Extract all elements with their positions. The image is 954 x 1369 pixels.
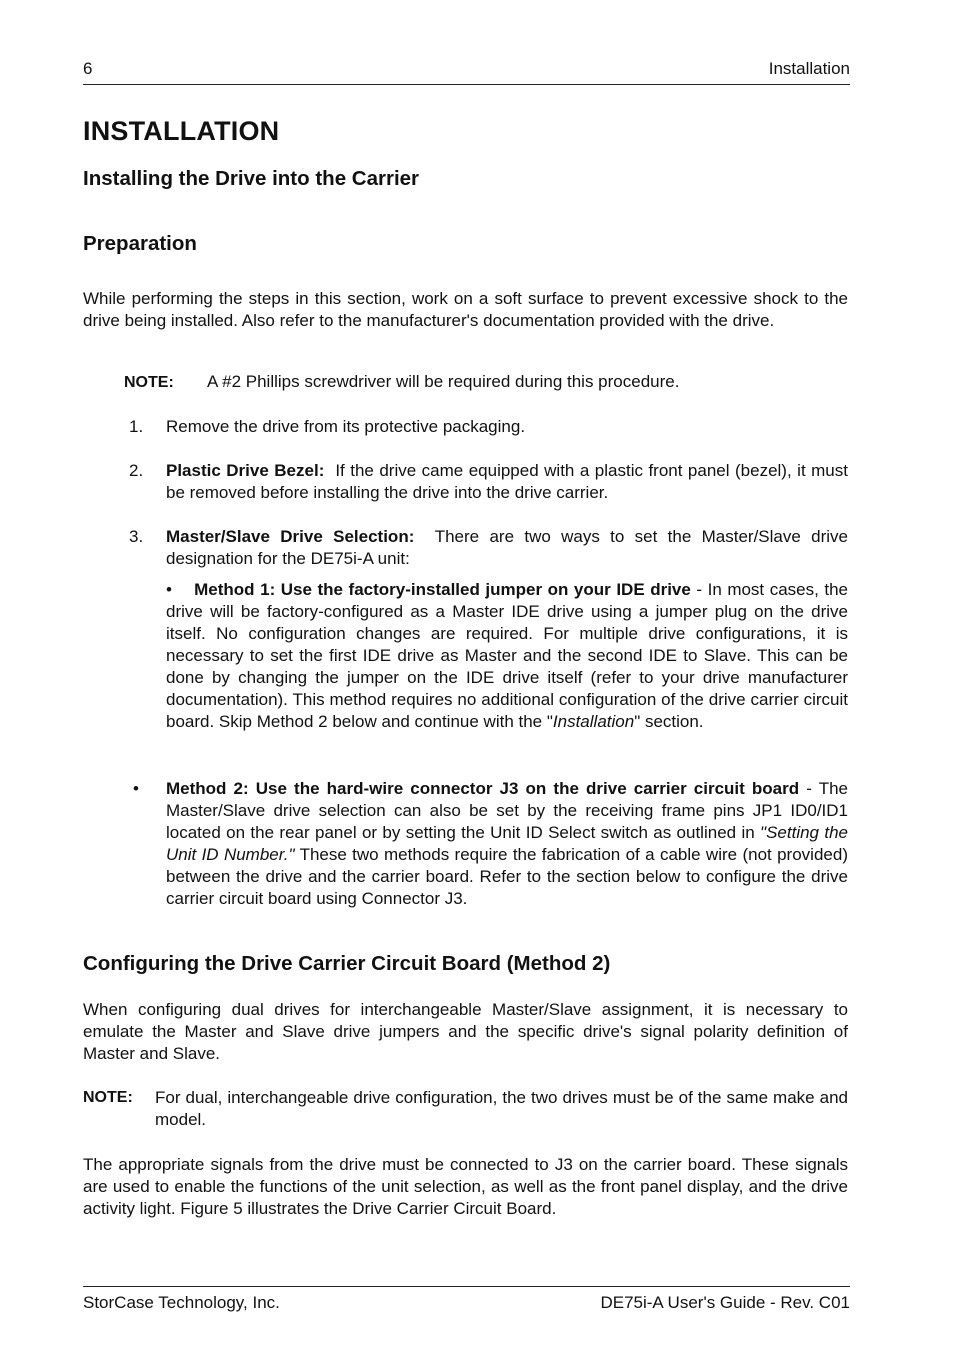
method-1-body: - In most cases, the drive will be factory-configured as a Master IDE drive using a jumper plug on the drive itself. No configuration changes are required. For multiple drive configurations, it is necessary to set the first IDE drive as Master and the second IDE to Slave. This can be done by changing the jumper on the IDE drive itself (refer to your drive manufacturer documentation). This method requires no additional configuration of the drive carrier circuit board. Skip Method 2 below and continue with the ": [166, 580, 849, 731]
step-3-label: Master/Slave Drive Selection:: [166, 527, 415, 546]
method-2-label: Method 2: Use the hard-wire connector J3 on the drive carrier circuit board: [166, 779, 800, 798]
bullet: •: [166, 580, 172, 599]
page-header: [83, 58, 850, 85]
step-number: 3.: [129, 527, 144, 546]
footer-doc-title: DE75i-A User's Guide - Rev. C01: [600, 1293, 850, 1312]
configuring-intro: When configuring dual drives for interchangeable Master/Slave assignment, it is necessary to emulate the Master and Slave drive jumpers and the specific drive's signal polarity definition of Master and Slave.: [83, 1000, 848, 1063]
note-text: A #2 Phillips screwdriver will be required during this procedure.: [207, 372, 680, 391]
section-heading-preparation: Preparation: [83, 232, 197, 255]
method-1-tail: " section.: [634, 712, 704, 731]
step-3-text: [166, 526, 848, 570]
bullet: •: [133, 779, 139, 798]
step-3-body: There are two ways to set the Master/Slave drive designation for the DE75i-A unit:: [166, 527, 848, 568]
note-text: For dual, interchangeable drive configuration, the two drives must be of the same make and model.: [155, 1088, 848, 1129]
step-number: 1.: [129, 417, 144, 436]
page-footer: [83, 1286, 850, 1312]
step-2-body: If the drive came equipped with a plastic front panel (bezel), it must be removed before installing the drive into the drive carrier.: [166, 461, 848, 502]
section-heading-configuring: Configuring the Drive Carrier Circuit Board (Method 2): [83, 952, 611, 975]
preparation-intro: While performing the steps in this section, work on a soft surface to prevent excessive shock to the drive being installed. Also refer to the manufacturer's documentation provided with the drive.: [83, 289, 848, 330]
method-2-tail: These two methods require the fabrication of a cable wire (not provided) between the drive and the carrier board. Refer to the section below to configure the drive carrier circuit board using Connector J3.: [166, 845, 848, 908]
method-2-body: - The Master/Slave drive selection can also be set by the receiving frame pins JP1 ID0/ID1 located on the rear panel or by setting the Unit ID Select switch as outlined in: [166, 779, 849, 842]
page-title: INSTALLATION: [83, 116, 280, 146]
section-heading-installing: Installing the Drive into the Carrier: [83, 167, 420, 190]
step-2-text: [166, 460, 848, 504]
step-1-text: Remove the drive from its protective packaging.: [166, 417, 526, 436]
method-2-italic: "Setting the Unit ID Number.": [166, 823, 848, 864]
note-same-model: [83, 1087, 848, 1131]
note-label: NOTE:: [124, 374, 174, 391]
method-1-label: Method 1: Use the factory-installed jumper on your IDE drive: [194, 580, 691, 599]
method-1-italic: Installation: [552, 712, 635, 731]
running-section-title: Installation: [768, 59, 850, 78]
note-label: NOTE:: [83, 1089, 133, 1106]
step-number: 2.: [129, 461, 144, 480]
method-1-text: [166, 579, 848, 733]
footer-company: StorCase Technology, Inc.: [83, 1293, 280, 1312]
method-2-text: [166, 778, 848, 910]
note-screwdriver: [124, 371, 680, 394]
page-number: 6: [83, 59, 93, 78]
step-2-label: Plastic Drive Bezel:: [166, 461, 325, 480]
configuring-closing: The appropriate signals from the drive must be connected to J3 on the carrier board. These signals are used to enable the functions of the unit selection, as well as the front panel display, and the drive activity light. Figure 5 illustrates the Drive Carrier Circuit Board.: [83, 1155, 848, 1218]
